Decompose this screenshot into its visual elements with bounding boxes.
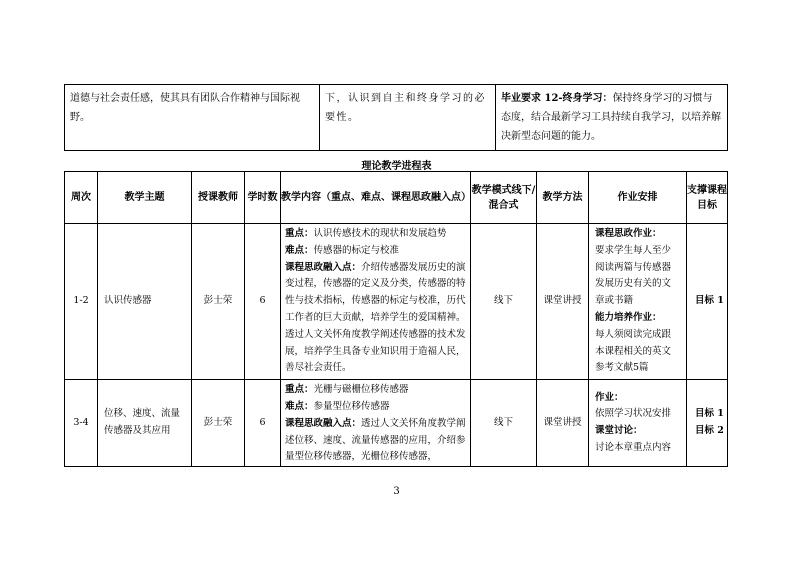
ideology-label: 课程思政融入点： <box>285 261 362 273</box>
assignment-label: 能力培养作业： <box>595 311 662 323</box>
row2-hours: 6 <box>245 380 281 467</box>
row1-week: 1-2 <box>65 224 98 380</box>
row2-week: 3-4 <box>65 380 98 467</box>
row1-teacher: 彭士荣 <box>192 224 245 380</box>
row1-theme: 认识传感器 <box>98 224 192 380</box>
schedule-title: 理论教学进程表 <box>361 161 432 172</box>
header-teacher: 授课教师 <box>192 172 245 224</box>
row2-assignment <box>589 380 687 467</box>
assignment-label: 课堂讨论： <box>595 425 643 437</box>
assignment-text: 要求学生每人至少阅读两篇与传感器发展历史有关的文章或书籍 <box>595 244 672 307</box>
assignment-label: 作业： <box>595 391 624 403</box>
header-goal: 支撑课程目标 <box>687 172 728 224</box>
row1-method: 课堂讲授 <box>537 224 589 380</box>
key-label: 重点： <box>285 228 314 239</box>
assignment-text: 每人须阅读完成跟本课程相关的英文参考文献5篇 <box>595 328 672 374</box>
header-mode: 教学模式线下/混合式 <box>471 172 537 224</box>
goal-2: 目标 2 <box>695 425 724 437</box>
page-number: 3 <box>393 486 400 497</box>
table-row <box>65 224 728 380</box>
difficulty-label: 难点： <box>285 400 314 412</box>
header-assignment: 作业安排 <box>589 172 687 224</box>
assignment-label: 课程思政作业： <box>595 228 662 239</box>
top-cell-lifelong-necessity: 下，认识到自主和终身学习的必要性。 <box>320 85 496 151</box>
difficulty-label: 难点： <box>285 244 314 256</box>
header-hours: 学时数 <box>245 172 281 224</box>
row1-mode: 线下 <box>471 224 537 380</box>
top-cell-graduation-requirement <box>496 85 728 151</box>
row1-content <box>281 224 471 380</box>
difficulty-text: 传感器的标定与校准 <box>313 244 400 256</box>
schedule-table <box>64 171 728 467</box>
ideology-label: 课程思政融入点： <box>285 417 362 429</box>
table-row <box>65 85 728 151</box>
table-header-row <box>65 172 728 224</box>
row1-assignment <box>589 224 687 380</box>
key-text: 认识传感技术的现状和发展趋势 <box>313 228 447 239</box>
graduation-requirement-label: 毕业要求 12-终身学习： <box>501 93 613 104</box>
goal-1: 目标 1 <box>695 408 724 420</box>
row2-mode: 线下 <box>471 380 537 467</box>
header-theme: 教学主题 <box>98 172 192 224</box>
ideology-text: 透过人文关怀角度教学阐述位移、速度、流量传感器的应用，介绍参量型位移传感器，光栅位移传感器， <box>285 417 466 463</box>
row2-method: 课堂讲授 <box>537 380 589 467</box>
header-week: 周次 <box>65 172 98 224</box>
top-continuation-table <box>64 84 728 151</box>
row2-content <box>281 380 471 467</box>
graduation-requirement-text: 保持终身学习的习惯与态度，结合最新学习工具持续自我学习，以培养解决新型态问题的能力。 <box>501 93 721 142</box>
ideology-text: 介绍传感器发展历史的演变过程，传感器的定义及分类，传感器的特性与技术指标，传感器的标定与校准，历代工作者的巨大贡献，培养学生的爱国精神。透过人文关怀角度教学阐述传感器的技术发展，培养学生具备专业知识用于造福人民，善尽社会责任。 <box>285 261 466 374</box>
assignment-text: 讨论本章重点内容 <box>595 441 672 453</box>
key-text: 光栅与磁栅位移传感器 <box>313 384 409 396</box>
top-cell-social-responsibility: 道德与社会责任感，使其具有团队合作精神与国际视野。 <box>65 85 320 151</box>
header-method: 教学方法 <box>537 172 589 224</box>
row2-theme: 位移、速度、流量传感器及其应用 <box>98 380 192 467</box>
difficulty-text: 参量型位移传感器 <box>313 400 390 412</box>
row2-goal <box>687 380 728 467</box>
header-content: 教学内容（重点、难点、课程思政融入点） <box>281 172 471 224</box>
table-row <box>65 380 728 467</box>
assignment-text: 依照学习状况安排 <box>595 408 672 420</box>
row1-hours: 6 <box>245 224 281 380</box>
row2-teacher: 彭士荣 <box>192 380 245 467</box>
row1-goal: 目标 1 <box>687 224 728 380</box>
key-label: 重点： <box>285 384 314 396</box>
